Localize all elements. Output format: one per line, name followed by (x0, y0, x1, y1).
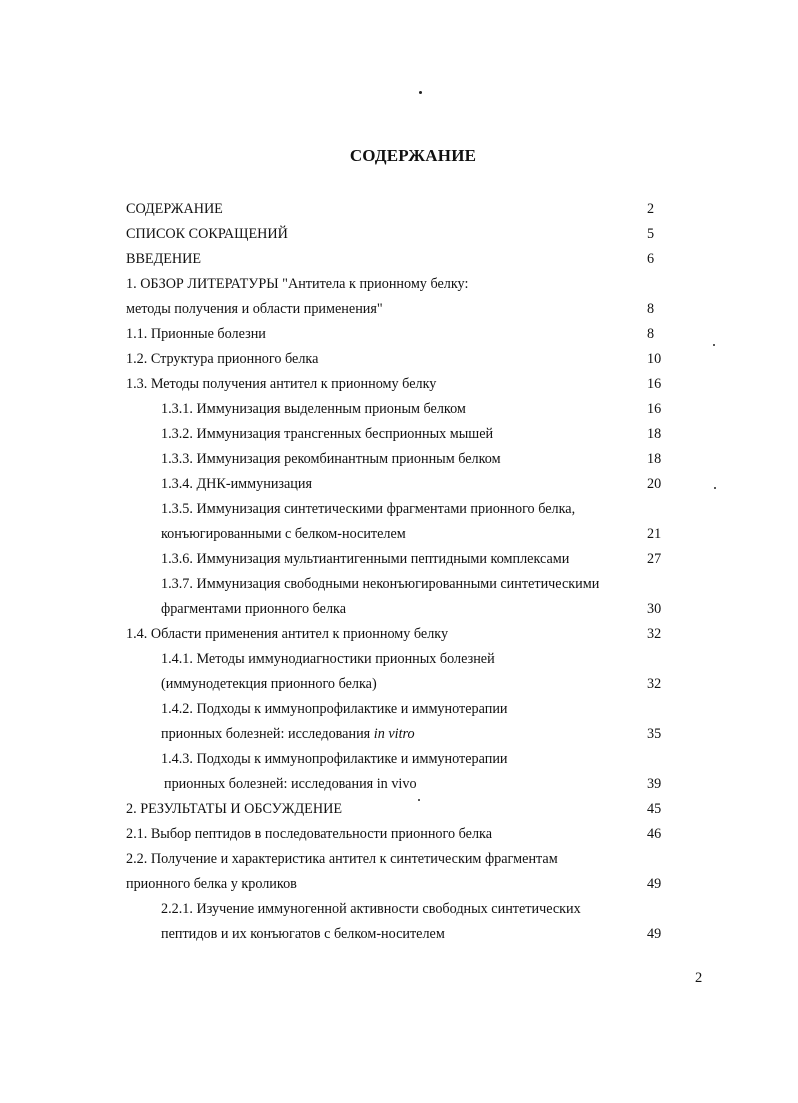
page-number: 2 (695, 970, 703, 986)
toc-entry-page: 10 (647, 351, 662, 367)
toc-entry-1-3-6 (0, 547, 798, 572)
toc-entry-page: 18 (647, 426, 662, 442)
toc-entry-page: 21 (647, 526, 662, 542)
toc-entry-text: 1.3. Методы получения антител к прионному белку (126, 376, 437, 392)
toc-entry-1-2 (0, 347, 798, 372)
page-title: СОДЕРЖАНИЕ (349, 146, 477, 165)
toc-entry-text: методы получения и области применения" (126, 301, 383, 317)
toc-entry-2-2-1-cont (0, 922, 798, 947)
toc-entry-page: 16 (647, 401, 662, 417)
toc-entry-text: 1. ОБЗОР ЛИТЕРАТУРЫ "Антитела к прионному белку: (126, 276, 469, 292)
toc-entry-text: ВВЕДЕНИЕ (126, 251, 202, 267)
toc-entry-1-3-7 (0, 572, 798, 597)
table-of-contents (0, 197, 798, 947)
toc-entry-text: 2.1. Выбор пептидов в последовательности прионного белка (126, 826, 492, 842)
toc-entry-text: фрагментами прионного белка (161, 601, 347, 617)
toc-entry-1-3-3 (0, 447, 798, 472)
toc-entry-2-2-1 (0, 897, 798, 922)
toc-entry-page: 20 (647, 476, 662, 492)
toc-entry-text-regular: прионных болезней: исследования (161, 726, 374, 742)
toc-entry-page: 49 (647, 926, 662, 942)
toc-entry-2-2 (0, 847, 798, 872)
toc-entry-page: 6 (647, 251, 655, 267)
toc-entry-2-2-cont (0, 872, 798, 897)
toc-entry-1-4-1 (0, 647, 798, 672)
toc-entry-1-3 (0, 372, 798, 397)
toc-entry-page: 8 (647, 301, 655, 317)
toc-entry-text: пептидов и их конъюгатов с белком-носителем (161, 926, 445, 942)
toc-entry-1-3-4 (0, 472, 798, 497)
toc-entry-text: 2.2.1. Изучение иммуногенной активности свободных синтетических (161, 901, 581, 917)
toc-entry-text: СОДЕРЖАНИЕ (126, 201, 223, 217)
toc-entry-text: 1.4. Области применения антител к прионному белку (126, 626, 449, 642)
toc-entry-text: СПИСОК СОКРАЩЕНИЙ (126, 226, 288, 242)
toc-entry-page: 45 (647, 801, 662, 817)
toc-entry-text: 1.2. Структура прионного белка (126, 351, 319, 367)
toc-entry-page: 35 (647, 726, 662, 742)
toc-entry-2-1 (0, 822, 798, 847)
toc-entry-text: 2.2. Получение и характеристика антител к синтетическим фрагментам (126, 851, 558, 867)
toc-entry-text: конъюгированными с белком-носителем (161, 526, 406, 542)
toc-entry-text: 1.3.3. Иммунизация рекомбинантным прионным белком (161, 451, 501, 467)
toc-entry-1-4-3 (0, 747, 798, 772)
toc-entry-text: 1.3.4. ДНК-иммунизация (161, 476, 313, 492)
toc-entry-1-4-3-cont (0, 772, 798, 797)
scan-speck (419, 91, 422, 94)
toc-entry-text: прионного белка у кроликов (126, 876, 297, 892)
toc-entry-text: 1.3.2. Иммунизация трансгенных бесприонных мышей (161, 426, 494, 442)
toc-entry-page: 16 (647, 376, 662, 392)
toc-entry-page: 46 (647, 826, 662, 842)
toc-entry-text: 1.4.3. Подходы к иммунопрофилактике и иммунотерапии (161, 751, 508, 767)
toc-entry-text: 1.4.2. Подходы к иммунопрофилактике и иммунотерапии (161, 701, 508, 717)
toc-entry-abbreviations (0, 222, 798, 247)
toc-entry-page: 39 (647, 776, 662, 792)
toc-entry-page: 27 (647, 551, 662, 567)
toc-entry-1-3-5-cont (0, 522, 798, 547)
toc-entry-page: 5 (647, 226, 655, 242)
toc-entry-text: 1.3.5. Иммунизация синтетическими фрагментами прионного белка, (161, 501, 576, 517)
toc-entry-text (161, 722, 415, 747)
toc-entry-1-cont (0, 297, 798, 322)
toc-entry-text: 1.1. Прионные болезни (126, 326, 266, 342)
toc-entry-page: 32 (647, 626, 662, 642)
toc-entry-2 (0, 797, 798, 822)
toc-entry-page: 30 (647, 601, 662, 617)
toc-entry-1-4-2-cont (0, 722, 798, 747)
toc-entry-1-4-1-cont (0, 672, 798, 697)
toc-entry-text: 1.3.1. Иммунизация выделенным прионым белком (161, 401, 466, 417)
toc-entry-introduction (0, 247, 798, 272)
toc-entry-text-italic: in vitro (373, 726, 415, 742)
toc-entry-page: 18 (647, 451, 662, 467)
toc-entry-1-1 (0, 322, 798, 347)
toc-entry-text: 1.3.6. Иммунизация мультиантигенными пептидными комплексами (161, 551, 570, 567)
toc-entry-1-3-5 (0, 497, 798, 522)
toc-entry-page: 2 (647, 201, 655, 217)
toc-entry-page: 32 (647, 676, 662, 692)
toc-entry-text: (иммунодетекция прионного белка) (161, 676, 377, 692)
toc-entry-page: 8 (647, 326, 655, 342)
toc-entry-1-4-2 (0, 697, 798, 722)
toc-entry-text: 1.4.1. Методы иммунодиагностики прионных болезней (161, 651, 495, 667)
toc-entry-1-3-2 (0, 422, 798, 447)
toc-entry-1-3-7-cont (0, 597, 798, 622)
toc-entry-1 (0, 272, 798, 297)
toc-entry-1-4 (0, 622, 798, 647)
toc-entry-text: 1.3.7. Иммунизация свободными неконъюгированными синтетическими (161, 576, 600, 592)
toc-entry-page: 49 (647, 876, 662, 892)
toc-entry-1-3-1 (0, 397, 798, 422)
toc-entry-text: 2. РЕЗУЛЬТАТЫ И ОБСУЖДЕНИЕ (126, 801, 342, 817)
toc-entry-text: прионных болезней: исследования in vivo (164, 776, 417, 792)
toc-entry-contents (0, 197, 798, 222)
